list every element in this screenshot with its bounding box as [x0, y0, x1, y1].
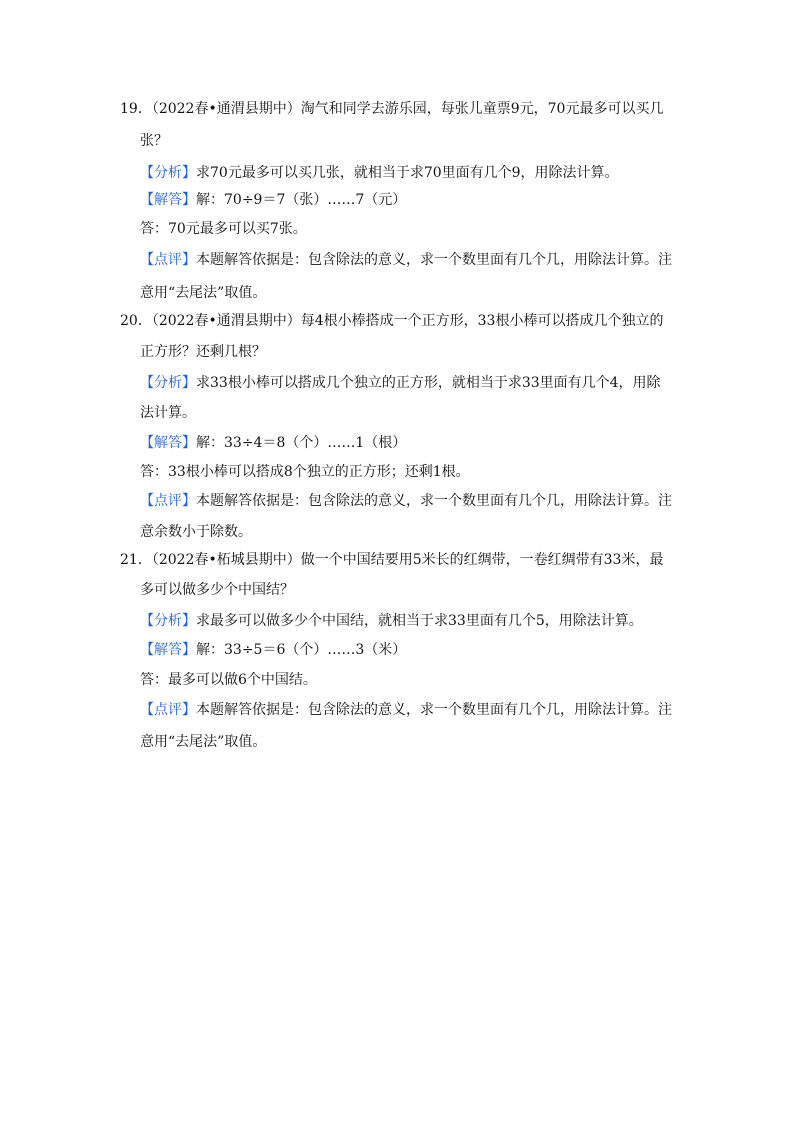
- answer-tag: 【解答】: [140, 192, 196, 208]
- analysis-tag: 【分析】: [140, 613, 196, 629]
- comment-text-continued: 意用“去尾法”取值。: [140, 734, 267, 750]
- comment-text: 本题解答依据是：包含除法的意义，求一个数里面有几个几，用除法计算。注: [196, 493, 672, 509]
- question-source: （2022春•通渭县期中）: [151, 313, 301, 329]
- analysis-line: [140, 611, 643, 631]
- answer-tag: 【解答】: [140, 642, 196, 658]
- question-source: （2022春•通渭县期中）: [151, 101, 301, 117]
- comment-line: [140, 250, 672, 270]
- analysis-tag: 【分析】: [140, 375, 196, 391]
- reply-text: 答：最多可以做6个中国结。: [140, 672, 317, 688]
- answer-text: 解：33÷4＝8（个）……1（根）: [196, 435, 407, 451]
- question-number: 20．: [120, 313, 152, 329]
- comment-text: 本题解答依据是：包含除法的意义，求一个数里面有几个几，用除法计算。注: [196, 702, 672, 718]
- question-source: （2022春•柘城县期中）: [151, 552, 301, 568]
- question-stem: [120, 99, 663, 119]
- analysis-text: 求33根小棒可以搭成几个独立的正方形，就相当于求33里面有几个4，用除: [196, 375, 661, 391]
- question-number: 21．: [120, 552, 152, 568]
- question-text: 每4根小棒搭成一个正方形，33根小棒可以搭成几个独立的: [300, 313, 664, 329]
- question-text-continued: 正方形？还剩几根？: [140, 344, 266, 360]
- answer-line: [140, 640, 406, 660]
- question-text-continued: 多可以做多少个中国结？: [140, 582, 294, 598]
- question-number: 19．: [120, 101, 152, 117]
- comment-line: [140, 491, 672, 511]
- comment-line: [140, 700, 672, 720]
- comment-text: 本题解答依据是：包含除法的意义，求一个数里面有几个几，用除法计算。注: [196, 252, 672, 268]
- answer-line: [140, 433, 406, 453]
- analysis-text-continued: 法计算。: [140, 405, 196, 421]
- analysis-text: 求70元最多可以买几张，就相当于求70里面有几个9，用除法计算。: [196, 165, 619, 181]
- question-stem: [120, 311, 663, 331]
- comment-tag: 【点评】: [140, 252, 196, 268]
- analysis-tag: 【分析】: [140, 165, 196, 181]
- comment-text-continued: 意用“去尾法”取值。: [140, 285, 267, 301]
- analysis-line: [140, 373, 661, 393]
- answer-text: 解：33÷5＝6（个）……3（米）: [196, 642, 407, 658]
- answer-text: 解：70÷9＝7（张）……7（元）: [196, 192, 407, 208]
- comment-tag: 【点评】: [140, 493, 196, 509]
- question-text: 做一个中国结要用5米长的红绸带，一卷红绸带有33米，最: [300, 552, 664, 568]
- analysis-line: [140, 163, 619, 183]
- reply-text: 答：70元最多可以买7张。: [140, 221, 307, 237]
- question-text: 淘气和同学去游乐园，每张儿童票9元，70元最多可以买几: [300, 101, 664, 117]
- reply-text: 答：33根小棒可以搭成8个独立的正方形；还剩1根。: [140, 464, 470, 480]
- question-text-continued: 张？: [140, 133, 168, 149]
- comment-text-continued: 意余数小于除数。: [140, 524, 252, 540]
- question-stem: [120, 550, 663, 570]
- comment-tag: 【点评】: [140, 702, 196, 718]
- analysis-text: 求最多可以做多少个中国结，就相当于求33里面有几个5，用除法计算。: [196, 613, 643, 629]
- answer-tag: 【解答】: [140, 435, 196, 451]
- answer-line: [140, 190, 406, 210]
